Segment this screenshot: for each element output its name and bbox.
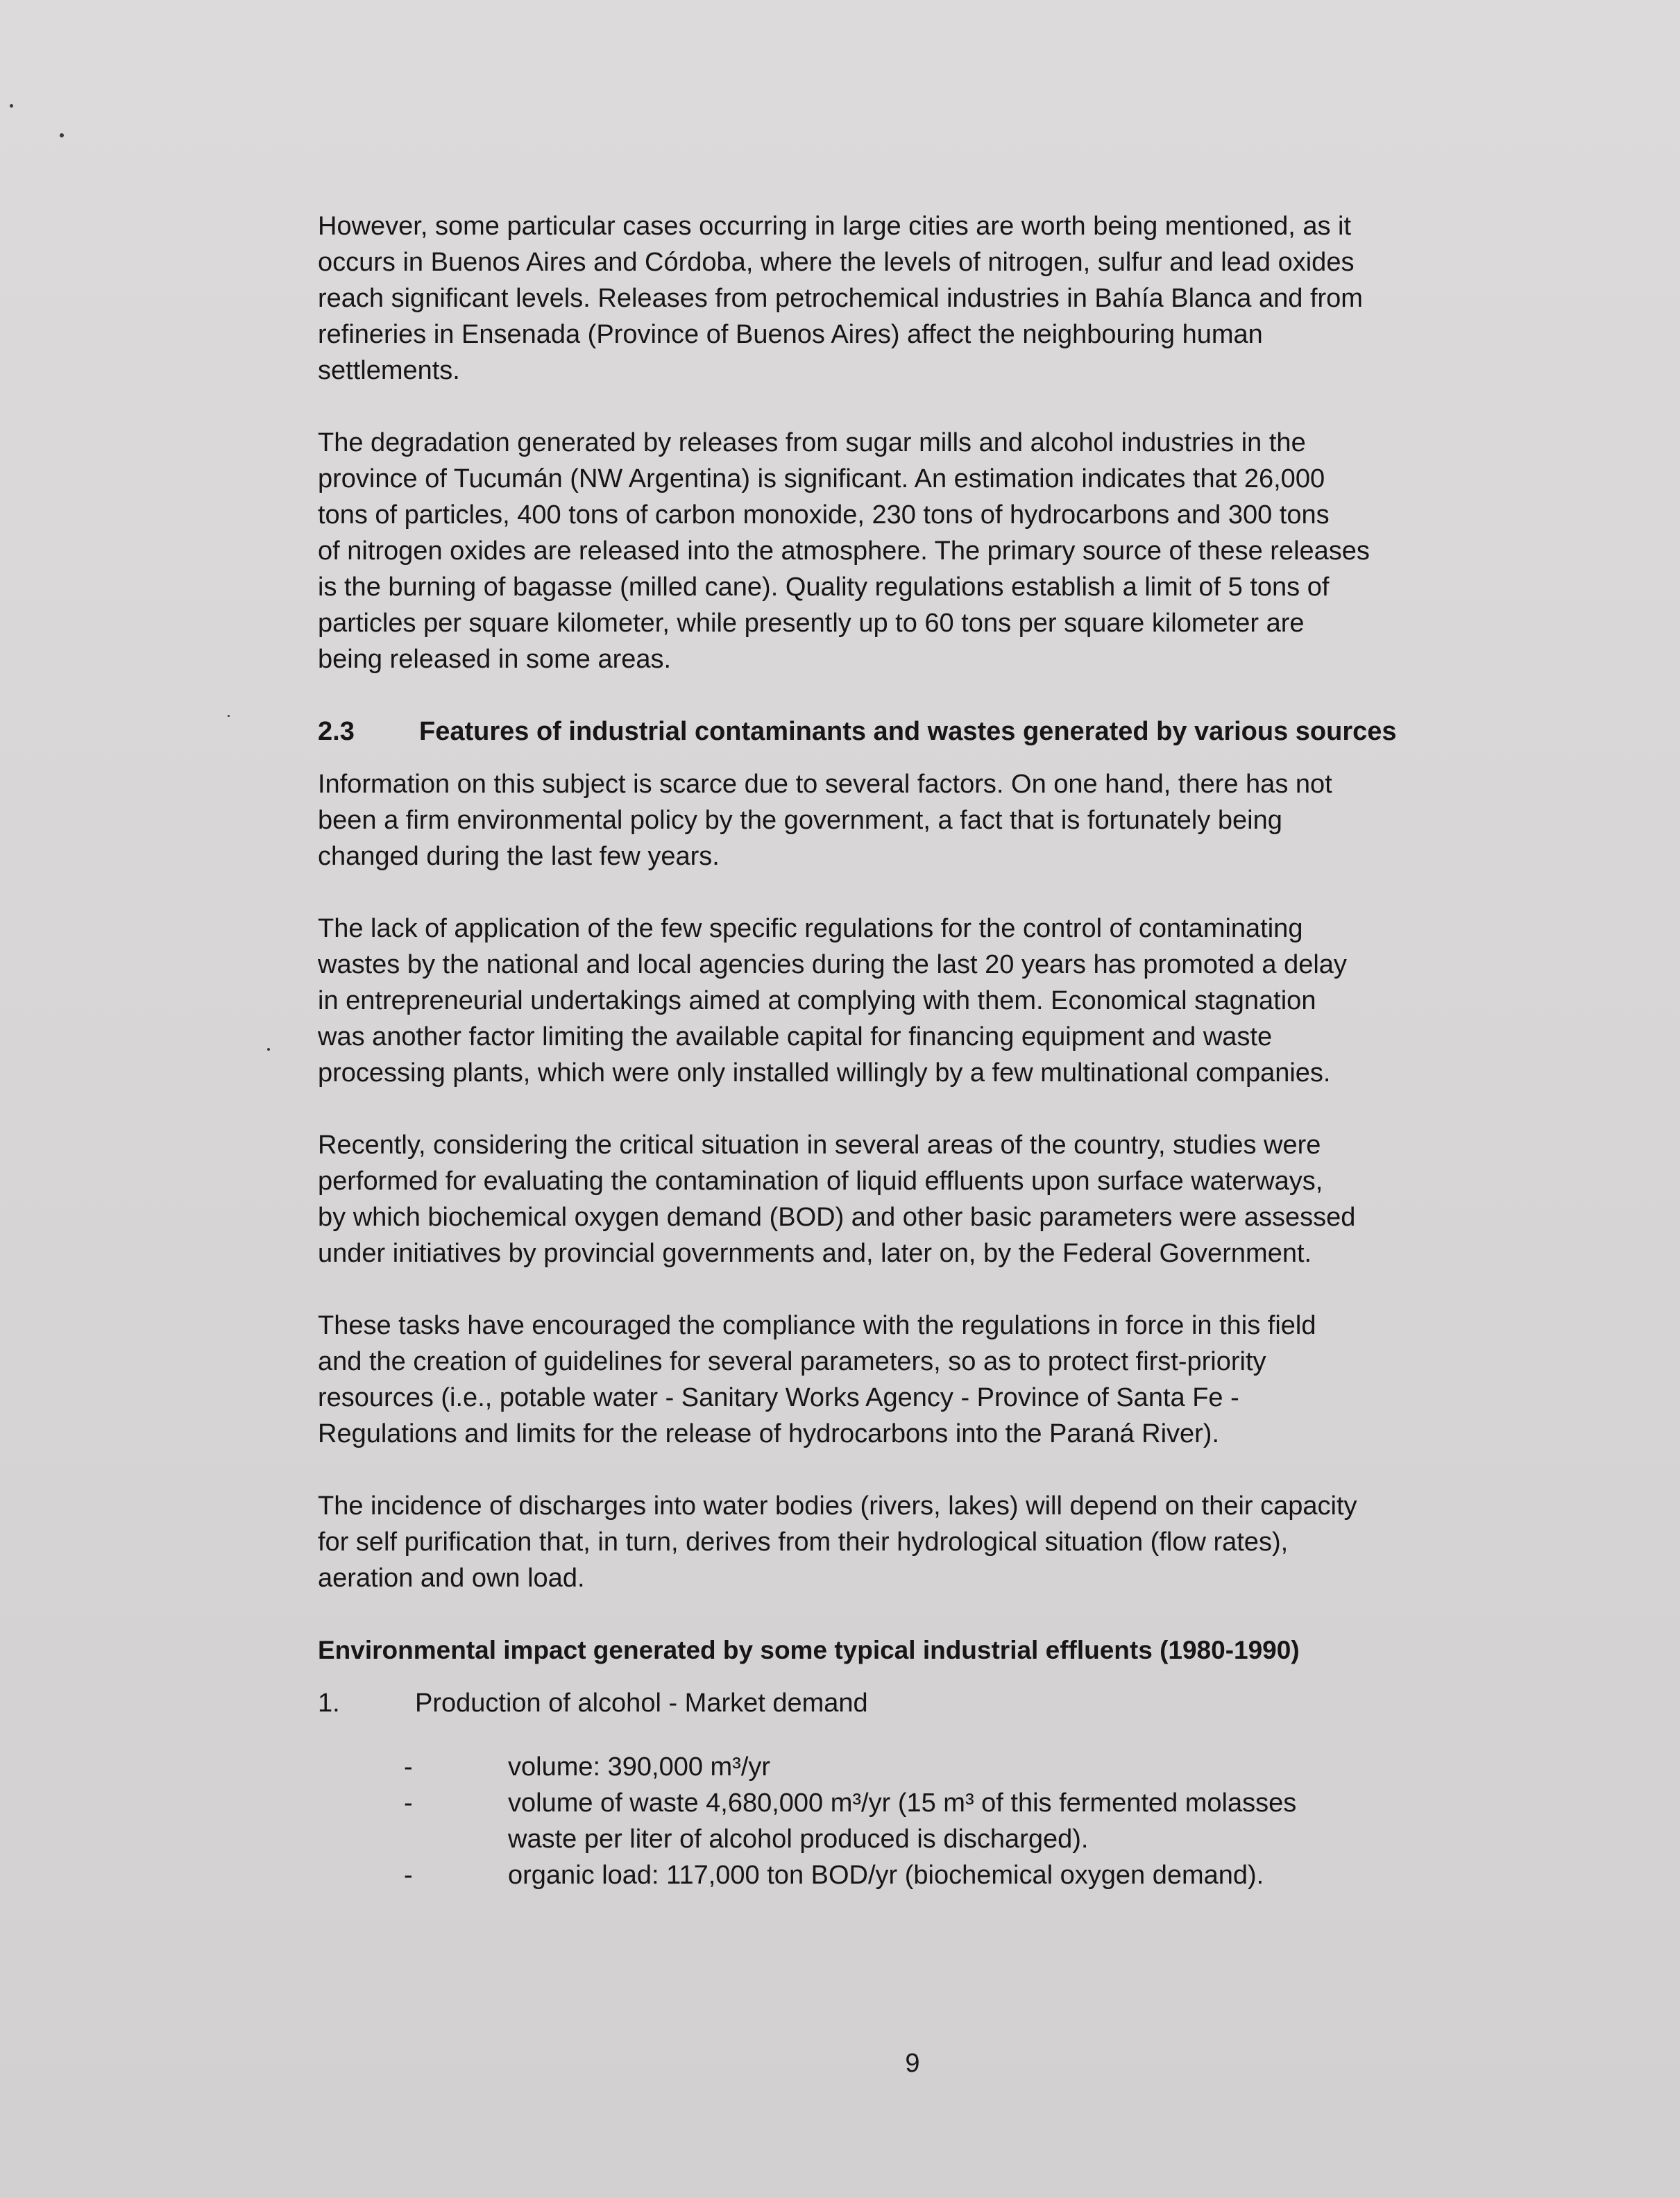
bullet-item [404, 1785, 1636, 1857]
item-number: 1. [318, 1689, 340, 1718]
bullet-dash: - [404, 1752, 413, 1782]
bullet-text: volume: 390,000 m³/yr [508, 1752, 771, 1782]
bullet-text: organic load: 117,000 ton BOD/yr (biochemical oxygen demand). [508, 1861, 1264, 1890]
paragraph: The degradation generated by releases from sugar mills and alcohol industries in the province of Tucumán (NW Argentina) is significant. An estimation indicates that 26,000 tons of particles, 400 tons of carbon monoxide, 230 tons of hydrocarbons and 300 tons of nitrogen oxides are released into the atmosphere. The primary source of these releases is the burning of bagasse (milled cane). Quality regulations establish a limit of 5 tons of particles per square kilometer, while presently up to 60 tons per square kilometer are being released in some areas. [318, 428, 1370, 674]
list-item [318, 1685, 1636, 1721]
dust-speck [228, 715, 230, 717]
bullet-item [404, 1857, 1636, 1893]
section-title: Features of industrial contaminants and wastes generated by various sources [419, 717, 1397, 746]
paragraph: The lack of application of the few specific regulations for the control of contaminating wastes by the national and local agencies during the last 20 years has promoted a delay in entrepreneurial undertakings aimed at complying with them. Economical stagnation was another factor limiting the available capital for financing equipment and waste processing plants, which were only installed willingly by a few multinational companies. [318, 914, 1347, 1088]
paragraph: The incidence of discharges into water bodies (rivers, lakes) will depend on their capacity for self purification that, in turn, derives from their hydrological situation (flow rates), aeration and own load. [318, 1491, 1357, 1593]
paragraph: However, some particular cases occurring in large cities are worth being mentioned, as it occurs in Buenos Aires and Córdoba, where the levels of nitrogen, sulfur and lead oxides reach significant levels. Releases from petrochemical industries in Bahía Blanca and from refineries in Ensenada (Province of Buenos Aires) affect the neighbouring human settlements. [318, 212, 1363, 385]
bullet-dash: - [404, 1789, 413, 1818]
bullet-list [404, 1749, 1636, 1893]
paragraph: These tasks have encouraged the compliance with the regulations in force in this field and the creation of guidelines for several parameters, so as to protect first-priority resources (i.e., potable water - Sanitary Works Agency - Province of Santa Fe - Regulations and limits for the release of hydrocarbons into the Paraná River). [318, 1311, 1316, 1448]
bullet-item [404, 1749, 1636, 1785]
dust-speck [10, 104, 13, 108]
bullet-text: volume of waste 4,680,000 m³/yr (15 m³ of this fermented molasses waste per liter of alcohol produced is discharged). [508, 1789, 1297, 1854]
document-body [318, 208, 1636, 1893]
page-number: 9 [905, 2049, 920, 2078]
bullet-dash: - [404, 1861, 413, 1890]
item-title: Production of alcohol - Market demand [415, 1689, 868, 1718]
paragraph: Information on this subject is scarce due to several factors. On one hand, there has not been a firm environmental policy by the government, a fact that is fortunately being changed during the last few years. [318, 770, 1332, 871]
dust-speck [60, 133, 64, 137]
impact-heading: Environmental impact generated by some typical industrial effluents (1980-1990) [318, 1636, 1300, 1664]
section-number: 2.3 [318, 717, 355, 746]
section-heading [318, 713, 1636, 750]
paragraph: Recently, considering the critical situation in several areas of the country, studies were performed for evaluating the contamination of liquid effluents upon surface waterways, by which biochemical oxygen demand (BOD) and other basic parameters were assessed under initiatives by provincial governments and, later on, by the Federal Government. [318, 1131, 1356, 1268]
dust-speck [267, 1048, 270, 1051]
